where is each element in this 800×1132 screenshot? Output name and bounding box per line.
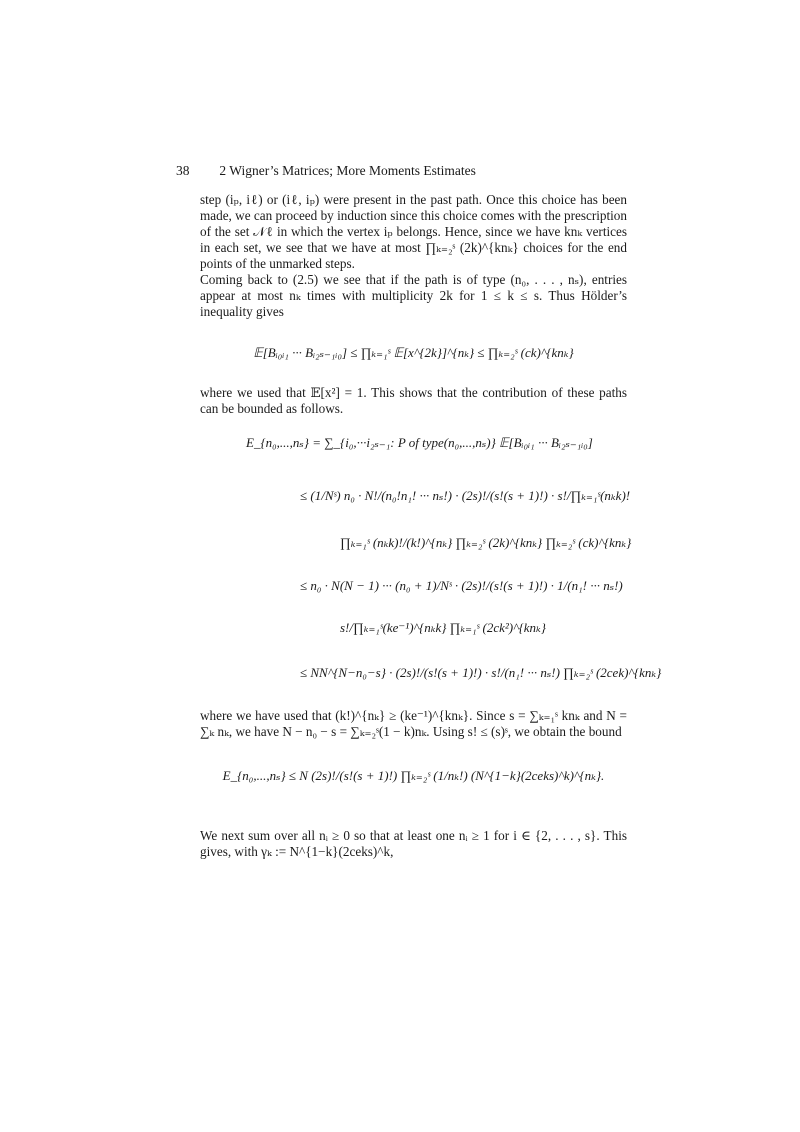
eq-line-6-text: ≤ NN^{N−n₀−s} · (2s)!/(s!(s + 1)!) · s!/(n₁! ··· nₛ!) ∏ₖ₌₂ˢ (2cek)^{knₖ} <box>300 665 662 680</box>
equation-block-line-6 <box>300 665 661 681</box>
paragraph-3 <box>200 385 627 417</box>
paragraph-1-text: step (iₚ, iℓ) or (iℓ, iₚ) were present in the past path. Once this choice has been made, we can proceed by induction since this choice comes with the prescription of the set 𝒩ℓ in which the vertex iₚ belongs. Hence, since we have knₖ vertices in each set, we see that we have at most ∏ₖ₌₂ˢ (2k)^{knₖ} choices for the end points of the unmarked steps. <box>200 192 627 271</box>
eq-line-1-text: E_{n₀,...,nₛ} = ∑_{i₀,···i₂ₛ₋₁: P of type(n₀,...,nₛ)} 𝔼[Bᵢ₀ᵢ₁ ··· Bᵢ₂ₛ₋₁ᵢ₀] <box>246 435 593 450</box>
paragraph-4 <box>200 708 627 740</box>
paragraph-2-text: Coming back to (2.5) we see that if the path is of type (n₀, . . . , nₛ), entries appear at most nₖ times with multiplicity 2k for 1 ≤ k ≤ s. Thus Hölder’s inequality gives <box>200 272 627 319</box>
paragraph-5 <box>200 828 627 860</box>
equation-2-text: E_{n₀,...,nₛ} ≤ N (2s)!/(s!(s + 1)!) ∏ₖ₌₂ˢ (1/nₖ!) (N^{1−k}(2ceks)^k)^{nₖ}. <box>222 768 605 783</box>
equation-1-text: 𝔼[Bᵢ₀ᵢ₁ ··· Bᵢ₂ₛ₋₁ᵢ₀] ≤ ∏ₖ₌₁ˢ 𝔼[x^{2k}]^{nₖ} ≤ ∏ₖ₌₂ˢ (ck)^{knₖ} <box>253 345 574 360</box>
paragraph-4-text: where we have used that (k!)^{nₖ} ≥ (ke⁻¹)^{knₖ}. Since s = ∑ₖ₌₁ˢ knₖ and N = ∑ₖ nₖ, we have N − n₀ − s = ∑ₖ₌₂ˢ(1 − k)nₖ. Using s! ≤ (s)ˢ, we obtain the bound <box>200 708 627 739</box>
equation-block-line-1 <box>246 435 593 451</box>
eq-line-5-text: s!/∏ₖ₌₁ˢ(ke⁻¹)^{nₖk} ∏ₖ₌₁ˢ (2ck²)^{knₖ} <box>340 620 546 635</box>
paragraph-1 <box>200 192 627 272</box>
paragraph-3-text: where we used that 𝔼[x²] = 1. This shows that the contribution of these paths can be bounded as follows. <box>200 385 627 416</box>
eq-line-2-text: ≤ (1/Nˢ) n₀ · N!/(n₀!n₁! ··· nₛ!) · (2s)!/(s!(s + 1)!) · s!/∏ₖ₌₁ˢ(nₖk)! <box>300 488 631 503</box>
equation-block-line-3 <box>340 535 631 551</box>
page-number: 38 <box>176 163 190 178</box>
running-title: 2 Wigner’s Matrices; More Moments Estimates <box>219 163 476 178</box>
equation-1 <box>200 345 627 361</box>
eq-line-3-text: ∏ₖ₌₁ˢ (nₖk)!/(k!)^{nₖ} ∏ₖ₌₂ˢ (2k)^{knₖ} ∏ₖ₌₂ˢ (ck)^{knₖ} <box>340 535 632 550</box>
equation-block-line-5 <box>340 620 546 636</box>
running-header <box>176 163 636 179</box>
paragraph-2 <box>200 272 627 320</box>
equation-block-line-2 <box>300 488 630 504</box>
equation-block-line-4 <box>300 578 623 594</box>
equation-2 <box>200 768 627 784</box>
eq-line-4-text: ≤ n₀ · N(N − 1) ··· (n₀ + 1)/Nˢ · (2s)!/(s!(s + 1)!) · 1/(n₁! ··· nₛ!) <box>300 578 623 593</box>
paragraph-5-text: We next sum over all nᵢ ≥ 0 so that at least one nᵢ ≥ 1 for i ∈ {2, . . . , s}. This gives, with γₖ := N^{1−k}(2ceks)^k, <box>200 828 627 859</box>
